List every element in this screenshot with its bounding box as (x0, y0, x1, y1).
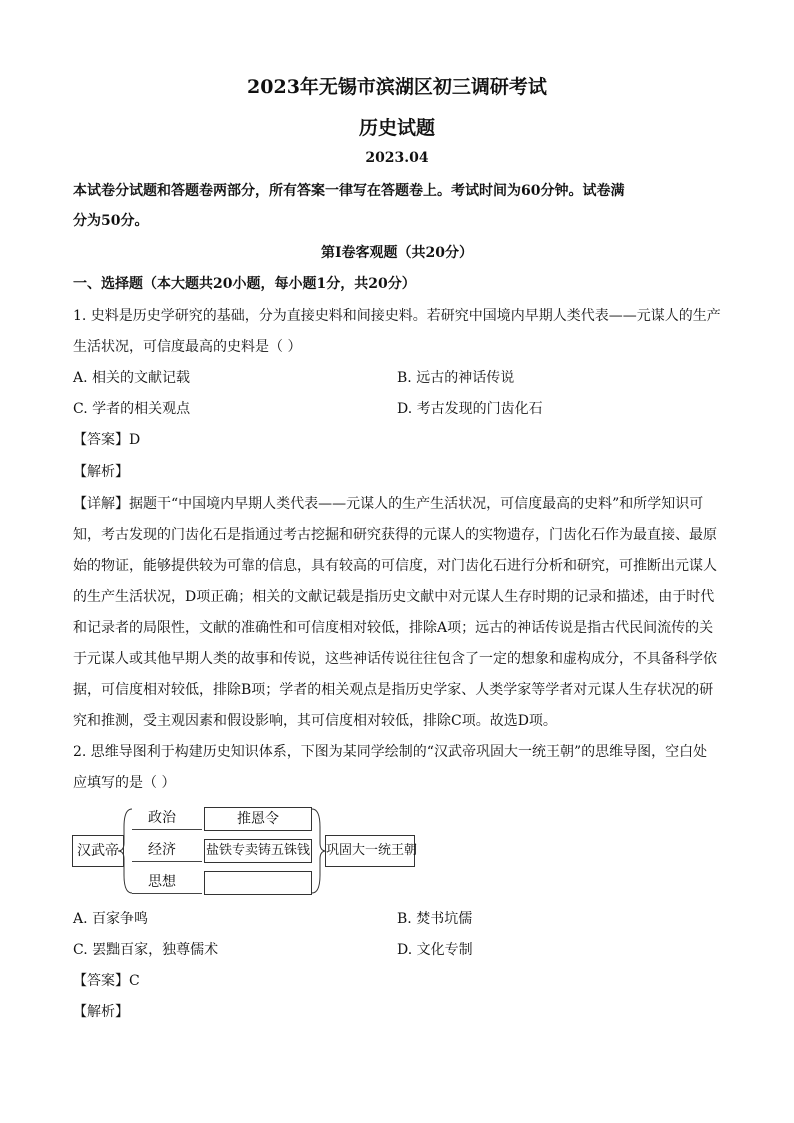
q2-option-c: C. 罢黜百家，独尊儒术 (73, 942, 219, 958)
q1-stem-line-1: 1. 史料是历史学研究的基础，分为直接史料和间接史料。若研究中国境内早期人类代表——元谋人的生产 (73, 308, 721, 324)
q2-option-a: A. 百家争鸣 (73, 911, 149, 927)
mind-map-value-politics: 推恩令 (204, 807, 312, 831)
mind-map-diagram (72, 805, 417, 897)
q1-answer: 【答案】D (73, 432, 141, 448)
exam-date: 2023.04 (365, 150, 429, 166)
mind-map-category-politics: 政治 (148, 810, 176, 826)
q1-option-d: D. 考古发现的门齿化石 (397, 401, 543, 417)
q1-option-c: C. 学者的相关观点 (73, 401, 191, 417)
right-brace-icon (312, 809, 326, 893)
q2-option-b: B. 焚书坑儒 (397, 911, 473, 927)
q1-detail-line: 知，考古发现的门齿化石是指通过考古挖掘和研究获得的元谋人的实物遗存，门齿化石作为最直接、最原 (73, 527, 717, 543)
mind-map-category-thought: 思想 (148, 874, 176, 890)
left-brace-icon (118, 809, 132, 893)
mind-map-category-economy: 经济 (148, 842, 176, 858)
mind-map-value-thought-blank (204, 871, 312, 895)
q1-detail-line: 的生产生活状况，D项正确；相关的文献记载是指历史文献中对元谋人生存时期的记录和描述，由于时代 (73, 589, 715, 605)
q1-analysis-label: 【解析】 (73, 464, 129, 480)
q1-detail-line: 于元谋人或其他早期人类的故事和传说，这些神话传说往往包含了一定的想象和虚构成分，不具备科学依 (73, 651, 717, 667)
q1-option-a: A. 相关的文献记载 (73, 370, 191, 386)
exam-title: 2023年无锡市滨湖区初三调研考试 (247, 76, 547, 98)
mind-map-connector (132, 893, 202, 894)
q1-detail-line: 始的物证，能够提供较为可靠的信息，具有较高的可信度，对门齿化石进行分析和研究，可推断出元谋人 (73, 558, 717, 574)
mind-map-value-economy: 盐铁专卖铸五铢钱 (204, 839, 312, 863)
mind-map-root-box: 汉武帝 (72, 835, 124, 867)
intro-line-2: 分为50分。 (73, 213, 149, 229)
q2-stem-line-1: 2. 思维导图利于构建历史知识体系，下图为某同学绘制的“汉武帝巩固大一统王朝”的思维导图，空白处 (73, 744, 708, 760)
mind-map-connector (132, 861, 202, 862)
q1-detail-line: 和记录者的局限性，文献的准确性和可信度相对较低，排除A项；远古的神话传说是指古代民间流传的关 (73, 620, 714, 636)
q2-stem-line-2: 应填写的是（ ） (73, 775, 176, 791)
q2-answer: 【答案】C (73, 973, 140, 989)
q1-detail-line: 据，可信度相对较低，排除B项；学者的相关观点是指历史学家、人类学家等学者对元谋人生存状况的研 (73, 682, 714, 698)
mind-map-connector (132, 829, 202, 830)
q1-stem-line-2: 生活状况，可信度最高的史料是（ ） (73, 339, 302, 355)
q1-detail-line: 究和推测，受主观因素和假设影响，其可信度相对较低，排除C项。故选D项。 (73, 713, 557, 729)
q1-detail-line: 【详解】据题干“中国境内早期人类代表——元谋人的生产生活状况，可信度最高的史料”和所学知识可 (73, 496, 704, 512)
mind-map-result-box: 巩固大一统王朝 (325, 835, 415, 867)
part-title: 第Ⅰ卷客观题（共20分） (320, 245, 474, 261)
q2-option-d: D. 文化专制 (397, 942, 473, 958)
q2-analysis-label: 【解析】 (73, 1004, 129, 1020)
q1-option-b: B. 远古的神话传说 (397, 370, 515, 386)
exam-subtitle: 历史试题 (358, 117, 435, 139)
intro-line-1: 本试卷分试题和答题卷两部分，所有答案一律写在答题卷上。考试时间为60分钟。试卷满 (73, 183, 625, 199)
section-heading: 一、选择题（本大题共20小题，每小题1分，共20分） (73, 276, 416, 292)
